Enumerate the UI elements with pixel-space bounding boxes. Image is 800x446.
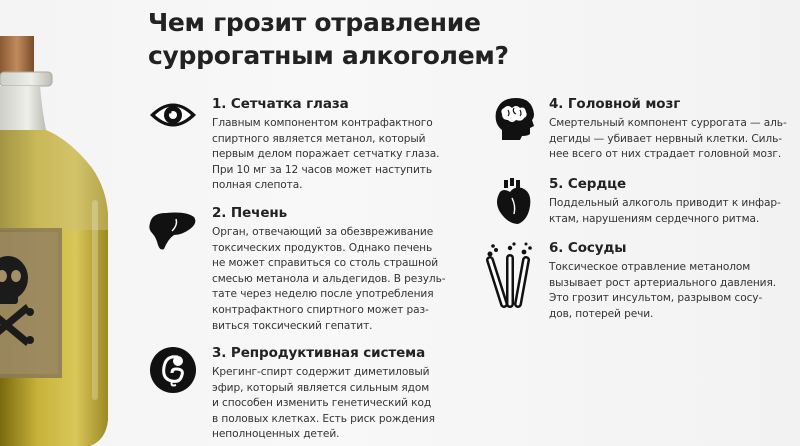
section-heading: 5. Сердце <box>549 176 627 192</box>
blood-vessels-icon <box>486 242 534 308</box>
section-text: Главным компонентом контрафактного спиртного является метанол, который первым делом поражает сетчатку глаза. При 10 мг за 12 часов может наступить полная слепота. <box>212 117 440 192</box>
eye-icon <box>148 98 198 132</box>
heart-icon <box>492 176 536 226</box>
embryo-icon <box>148 345 198 395</box>
liver-icon <box>146 209 198 253</box>
page-title <box>148 6 568 72</box>
section-heading: 4. Головной мозг <box>549 96 681 112</box>
title-line-1: Чем грозит отравление <box>148 8 481 37</box>
section-heading: 2. Печень <box>212 205 288 221</box>
section-text: Поддельный алкоголь приводит к инфар- ктам, нарушениям сердечного ритма. <box>549 197 781 225</box>
section-text: Смертельный компонент суррогата — аль- дегиды — убивает нервный клетки. Силь- нее всего от них страдает головной мозг. <box>549 117 787 161</box>
brain-head-icon <box>492 96 536 142</box>
section-heading: 3. Репродуктивная система <box>212 345 426 361</box>
section-text: Токсическое отравление метанолом вызывает рост артериального давления. Это грозит инсультом, разрывом сосу- дов, потерей речи. <box>549 261 777 320</box>
poison-bottle-image <box>0 0 112 446</box>
section-text: Крегинг-спирт содержит диметиловый эфир, который является сильным ядом и способен изменить генетический код в половых клетках. Есть риск рождения неполноценных детей. <box>212 366 435 441</box>
section-heading: 1. Сетчатка глаза <box>212 96 349 112</box>
section-text: Орган, отвечающий за обезвреживание токсических продуктов. Однако печень не может справиться со столь страшной смесью метанола и альдегидов. В резуль- тате через неделю после употребления контрафактного спиртного может раз- виться токсический гепатит. <box>212 226 446 332</box>
title-line-2: суррогатным алкоголем? <box>148 41 509 70</box>
section-heading: 6. Сосуды <box>549 240 627 256</box>
